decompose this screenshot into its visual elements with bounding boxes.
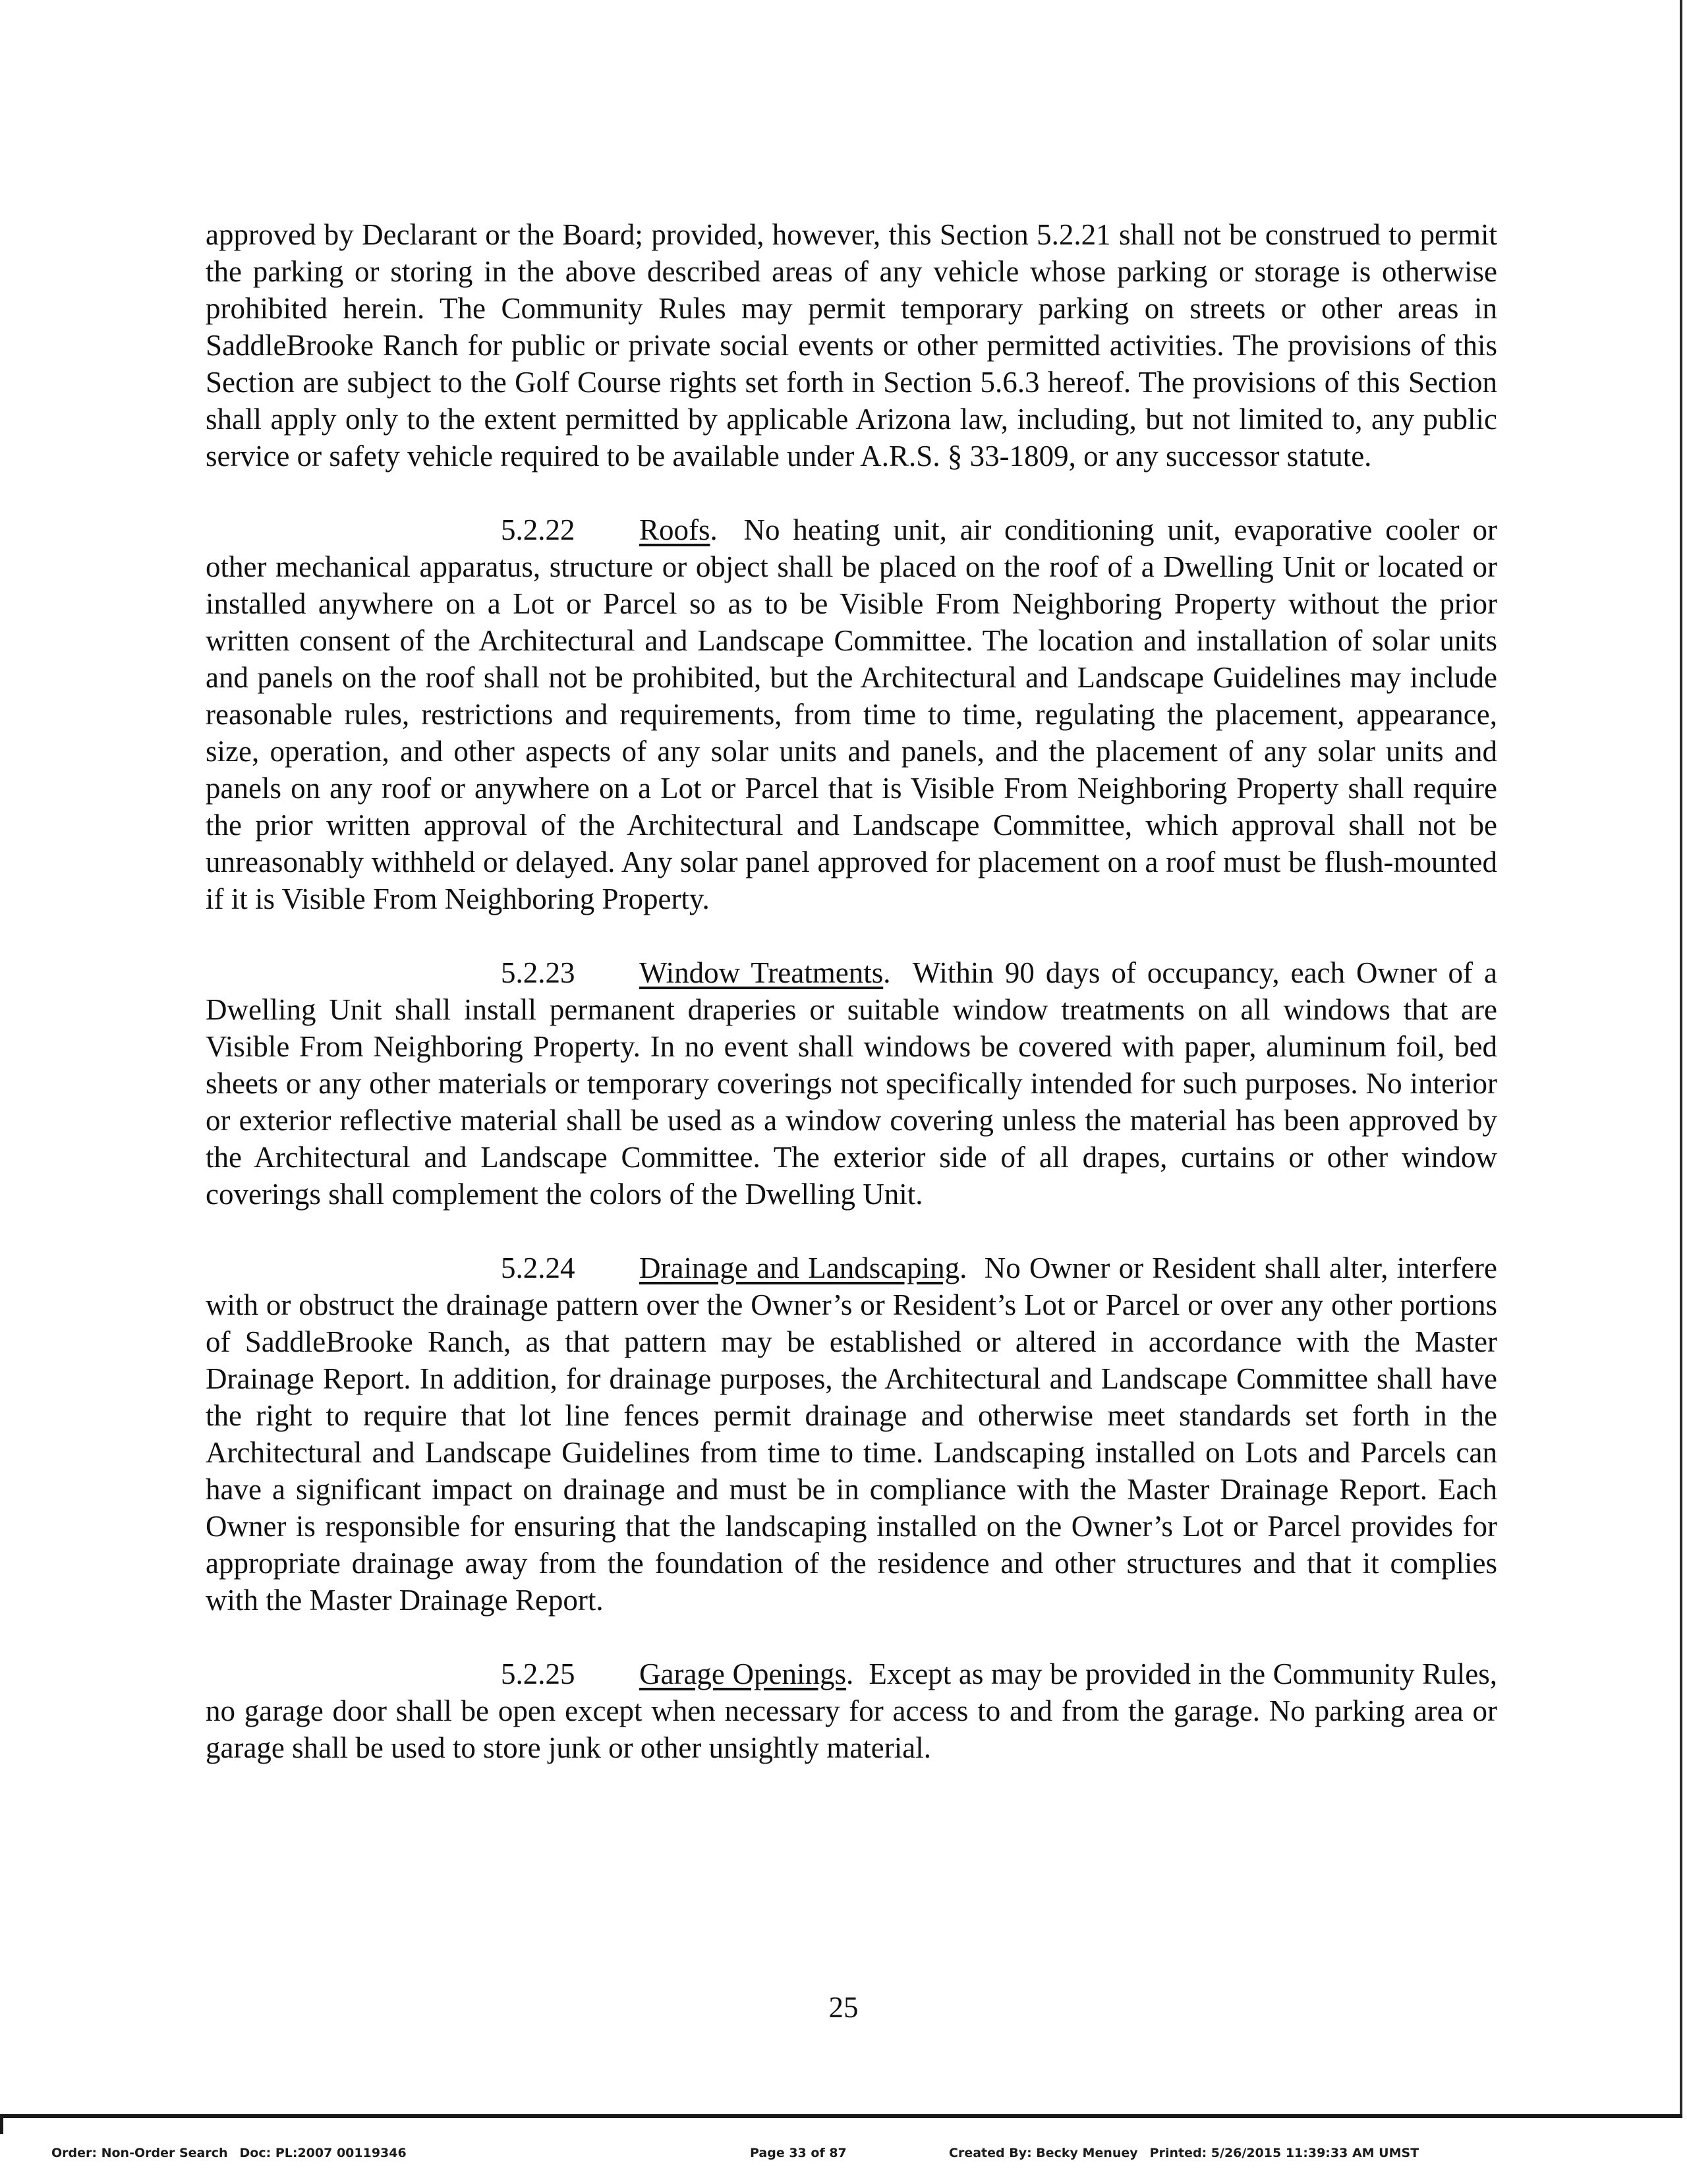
footer-page: Page 33 of 87 (750, 2146, 847, 2160)
section-title: Garage Openings (639, 1657, 846, 1690)
section-body: Except as may be provided in the Community Rules, no garage door shall be open except when necessary for access to and from the garage. No parking area or garage shall be used to store junk or other unsightly material. (206, 1657, 1498, 1764)
section-5-2-24: 5.2.24 Drainage and Landscaping. No Owner or Resident shall alter, interfere with or obstruct the drainage pattern over the Owner’s or Resident’s Lot or Parcel or over any other portions of SaddleBrooke Ranch, as that pattern may be established or altered in accordance with the Master Drainage Report. In addition, for drainage purposes, the Architectural and Landscape Committee shall have the right to require that lot line fences permit drainage and otherwise meet standards set forth in the Architectural and Landscape Guidelines from time to time. Landscaping installed on Lots and Parcels can have a significant impact on drainage and must be in compliance with the Master Drainage Report. Each Owner is responsible for ensuring that the landscaping installed on the Owner’s Lot or Parcel provides for appropriate drainage away from the foundation of the residence and other structures and that it complies with the Master Drainage Report. (206, 1250, 1497, 1619)
intro-paragraph: approved by Declarant or the Board; provided, however, this Section 5.2.21 shall not be construed to permit the parking or storing in the above described areas of any vehicle whose parking or storage is otherwise prohibited herein. The Community Rules may permit temporary parking on streets or other areas in SaddleBrooke Ranch for public or private social events or other permitted activities. The provisions of this Section are subject to the Golf Course rights set forth in Section 5.6.3 hereof. The provisions of this Section shall apply only to the extent permitted by applicable Arizona law, including, but not limited to, any public service or safety vehicle required to be available under A.R.S. § 33-1809, or any successor statute. (206, 218, 1497, 473)
section-5-2-23: 5.2.23 Window Treatments. Within 90 days of occupancy, each Owner of a Dwelling Unit shall install permanent draperies or suitable window treatments on all windows that are Visible From Neighboring Property. In no event shall windows be covered with paper, aluminum foil, bed sheets or any other materials or temporary coverings not specifically intended for such purposes. No interior or exterior reflective material shall be used as a window covering unless the material has been approved by the Architectural and Landscape Committee. The exterior side of all drapes, curtains or other window coverings shall complement the colors of the Dwelling Unit. (206, 954, 1497, 1213)
section-number: 5.2.22 (501, 513, 575, 546)
section-5-2-22: 5.2.22 Roofs. No heating unit, air conditioning unit, evaporative cooler or other mechanical apparatus, structure or object shall be placed on the roof of a Dwelling Unit or located or installed anywhere on a Lot or Parcel so as to be Visible From Neighboring Property without the prior written consent of the Architectural and Landscape Committee. The location and installation of solar units and panels on the roof shall not be prohibited, but the Architectural and Landscape Guidelines may include reasonable rules, restrictions and requirements, from time to time, regulating the placement, appearance, size, operation, and other aspects of any solar units and panels, and the placement of any solar units and panels on any roof or anywhere on a Lot or Parcel that is Visible From Neighboring Property shall require the prior written approval of the Architectural and Landscape Committee, which approval shall not be unreasonably withheld or delayed. Any solar panel approved for placement on a roof must be flush-mounted if it is Visible From Neighboring Property. (206, 511, 1497, 917)
section-body: Within 90 days of occupancy, each Owner of a Dwelling Unit shall install permanent draperies or suitable window treatments on all windows that are Visible From Neighboring Property. In no event shall windows be covered with paper, aluminum foil, bed sheets or any other materials or temporary coverings not specifically intended for such purposes. No interior or exterior reflective material shall be used as a window covering unless the material has been approved by the Architectural and Landscape Committee. The exterior side of all drapes, curtains or other window coverings shall complement the colors of the Dwelling Unit. (206, 956, 1497, 1211)
section-title: Drainage and Landscaping (639, 1251, 960, 1284)
footer-order-info (51, 2146, 407, 2166)
page-right-border (1680, 0, 1682, 2115)
section-title: Window Treatments (639, 956, 884, 989)
footer-page-count (750, 2146, 847, 2166)
footer-divider (0, 2114, 1682, 2118)
section-number: 5.2.25 (501, 1657, 575, 1690)
document-body (206, 216, 1497, 1803)
section-5-2-25: 5.2.25 Garage Openings. Except as may be provided in the Community Rules, no garage door shall be open except when necessary for access to and from the garage. No parking area or garage shall be used to store junk or other unsightly material. (206, 1655, 1497, 1766)
footer-print-info (949, 2146, 1419, 2166)
footer-order: Order: Non-Order Search (51, 2146, 228, 2160)
section-number: 5.2.24 (501, 1251, 575, 1284)
page-number: 25 (828, 1991, 859, 2024)
footer-doc: Doc: PL:2007 00119346 (239, 2146, 407, 2160)
section-body: No Owner or Resident shall alter, interfere with or obstruct the drainage pattern over the Owner’s or Resident’s Lot or Parcel or over any other portions of SaddleBrooke Ranch, as that pattern may be established or altered in accordance with the Master Drainage Report. In addition, for drainage purposes, the Architectural and Landscape Committee shall have the right to require that lot line fences permit drainage and otherwise meet standards set forth in the Architectural and Landscape Guidelines from time to time. Landscaping installed on Lots and Parcels can have a significant impact on drainage and must be in compliance with the Master Drainage Report. Each Owner is responsible for ensuring that the landscaping installed on the Owner’s Lot or Parcel provides for appropriate drainage away from the foundation of the residence and other structures and that it complies with the Master Drainage Report. (206, 1251, 1497, 1617)
section-body: No heating unit, air conditioning unit, evaporative cooler or other mechanical apparatus, structure or object shall be placed on the roof of a Dwelling Unit or located or installed anywhere on a Lot or Parcel so as to be Visible From Neighboring Property without the prior written consent of the Architectural and Landscape Committee. The location and installation of solar units and panels on the roof shall not be prohibited, but the Architectural and Landscape Guidelines may include reasonable rules, restrictions and requirements, from time to time, regulating the placement, appearance, size, operation, and other aspects of any solar units and panels, and the placement of any solar units and panels on any roof or anywhere on a Lot or Parcel that is Visible From Neighboring Property shall require the prior written approval of the Architectural and Landscape Committee, which approval shall not be unreasonably withheld or delayed. Any solar panel approved for placement on a roof must be flush-mounted if it is Visible From Neighboring Property. (206, 513, 1497, 915)
section-number: 5.2.23 (501, 956, 575, 989)
left-margin-tick (0, 2115, 3, 2134)
section-title: Roofs (639, 513, 710, 546)
footer-created-by: Created By: Becky Menuey (949, 2146, 1138, 2160)
footer-printed: Printed: 5/26/2015 11:39:33 AM UMST (1149, 2146, 1419, 2160)
